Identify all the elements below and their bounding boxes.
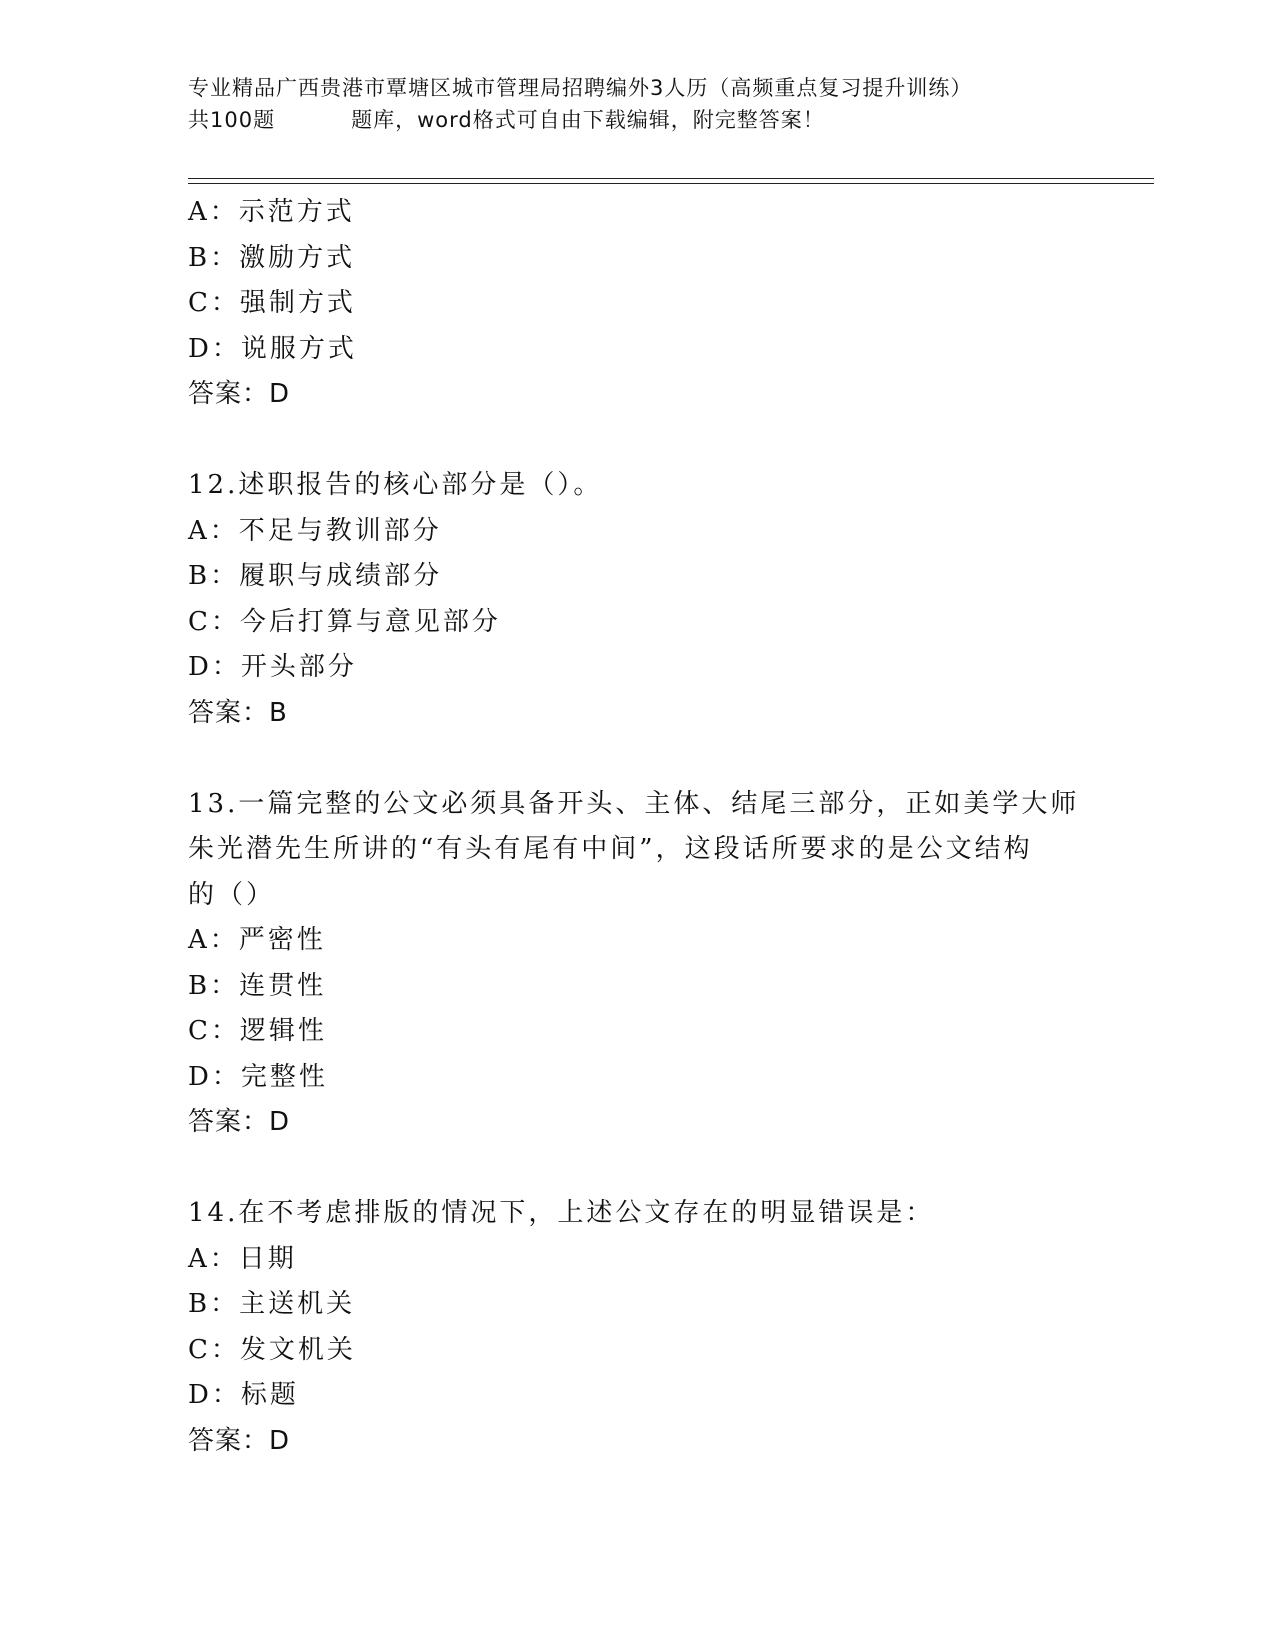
question-text-line-2: 朱光潜先生所讲的“有头有尾有中间”，这段话所要求的是公文结构 xyxy=(188,834,1033,864)
answer-line: 答案：B xyxy=(188,697,288,728)
option-d: D：说服方式 xyxy=(188,333,357,364)
header-subtitle-line xyxy=(188,104,1088,136)
document-header xyxy=(188,72,1088,136)
option-b: B：激励方式 xyxy=(188,242,356,273)
question-text-line-1: 13.一篇完整的公文必须具备开头、主体、结尾三部分，正如美学大师 xyxy=(188,788,1080,819)
header-divider-bottom xyxy=(188,183,1154,184)
answer-line: 答案：D xyxy=(188,1107,291,1137)
header-divider-top xyxy=(188,178,1154,179)
option-a: A：严密性 xyxy=(188,925,326,955)
header-title-line: 专业精品广西贵港市覃塘区城市管理局招聘编外3人历（高频重点复习提升训练） xyxy=(188,76,973,100)
option-b: B：连贯性 xyxy=(188,970,327,1001)
question-list xyxy=(188,190,1088,1464)
option-d: D：标题 xyxy=(188,1380,299,1410)
option-d: D：开头部分 xyxy=(188,652,357,682)
question-block-12 xyxy=(188,463,1088,736)
option-c: C：逻辑性 xyxy=(188,1016,327,1046)
header-description: 题库，word格式可自由下载编辑，附完整答案！ xyxy=(351,108,825,132)
option-a: A：日期 xyxy=(188,1243,297,1274)
question-block-13 xyxy=(188,782,1088,1146)
question-text: 12.述职报告的核心部分是（）。 xyxy=(188,470,603,500)
option-a: A：示范方式 xyxy=(188,197,355,227)
option-c: C：发文机关 xyxy=(188,1334,356,1365)
header-question-count: 共100题 xyxy=(188,108,276,132)
option-b: B：主送机关 xyxy=(188,1289,356,1319)
question-text-line-3: 的（） xyxy=(188,879,276,910)
question-text: 14.在不考虑排版的情况下，上述公文存在的明显错误是： xyxy=(188,1198,935,1228)
answer-line: 答案：D xyxy=(188,379,291,409)
question-block-11 xyxy=(188,190,1088,418)
option-d: D：完整性 xyxy=(188,1061,328,1092)
option-b: B：履职与成绩部分 xyxy=(188,561,443,591)
answer-line: 答案：D xyxy=(188,1425,291,1456)
question-block-14 xyxy=(188,1191,1088,1464)
option-c: C：今后打算与意见部分 xyxy=(188,606,501,637)
option-c: C：强制方式 xyxy=(188,288,356,318)
option-a: A：不足与教训部分 xyxy=(188,515,442,546)
